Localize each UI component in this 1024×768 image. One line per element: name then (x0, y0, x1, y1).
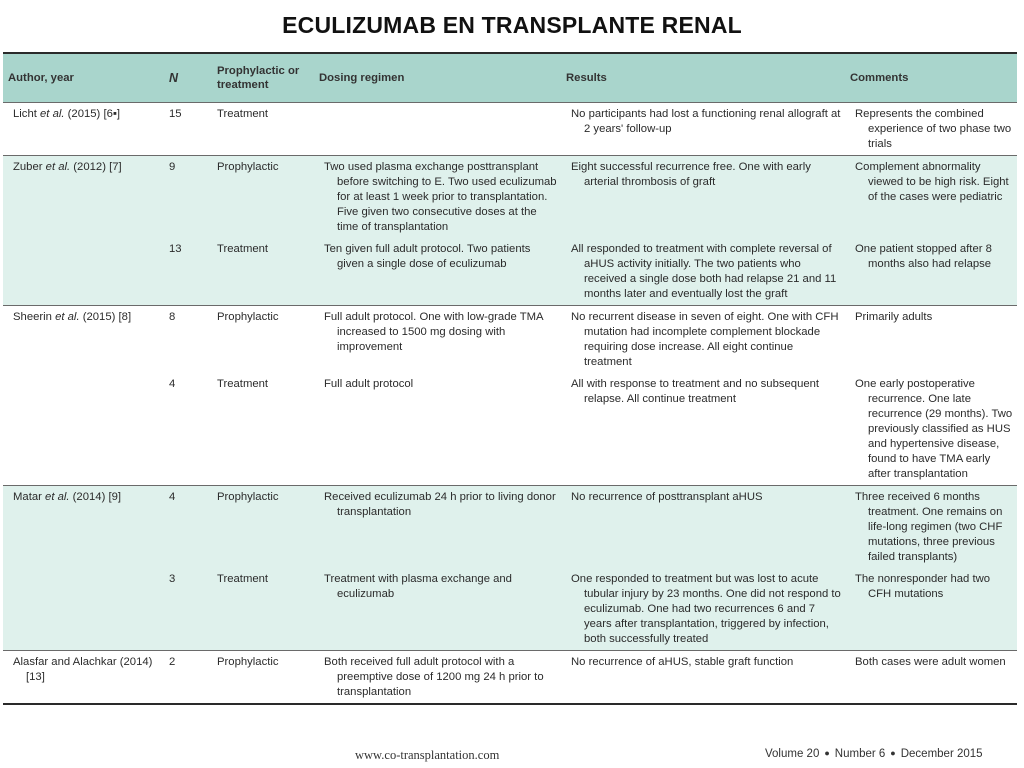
cell-results: No participants had lost a functioning renal allograft at 2 years' follow-up (561, 103, 845, 156)
cell-n: 3 (164, 568, 212, 651)
volume-label: Volume 20 (765, 748, 820, 760)
cell-type: Prophylactic (212, 486, 314, 569)
cell-author: Alasfar and Alachkar (2014) [13] (3, 651, 164, 704)
cell-comments: Represents the combined experience of two phase two trials (845, 103, 1017, 156)
cell-type: Treatment (212, 103, 314, 156)
cell-results: No recurrent disease in seven of eight. One with CFH mutation had incomplete complement blockade requiring dose increase. All eight continue treatment (561, 306, 845, 374)
studies-table-wrapper (3, 52, 1017, 705)
table-row (3, 651, 1017, 704)
cell-n: 15 (164, 103, 212, 156)
cell-comments: The nonresponder had two CFH mutations (845, 568, 1017, 651)
cell-n: 4 (164, 486, 212, 569)
table-row (3, 103, 1017, 156)
cell-comments: Both cases were adult women (845, 651, 1017, 704)
cell-dosing: Two used plasma exchange posttransplant before switching to E. Two used eculizumab for at least 1 week prior to transplantation. Five given two consecutive doses at the time of transplantation (314, 156, 561, 239)
cell-results: All responded to treatment with complete reversal of aHUS activity initially. The two patients who received a single dose both had relapse 21 and 11 months later and eventually lost the graft (561, 238, 845, 306)
cell-type: Treatment (212, 568, 314, 651)
cell-dosing: Received eculizumab 24 h prior to living donor transplantation (314, 486, 561, 569)
table-row (3, 568, 1017, 651)
date-label: December 2015 (900, 748, 983, 760)
cell-dosing (314, 103, 561, 156)
cell-type: Prophylactic (212, 651, 314, 704)
cell-author (3, 568, 164, 651)
cell-comments: Three received 6 months treatment. One remains on life-long regimen (two CHF mutations, three previous failed transplants) (845, 486, 1017, 569)
bullet-separator: ● (824, 748, 830, 758)
cell-dosing: Full adult protocol (314, 373, 561, 486)
cell-author (3, 238, 164, 306)
header-type: Prophylactic or treatment (212, 54, 314, 103)
studies-table (3, 54, 1017, 703)
cell-author: Licht et al. (2015) [6▪] (3, 103, 164, 156)
header-dosing: Dosing regimen (314, 54, 561, 103)
cell-type: Prophylactic (212, 306, 314, 374)
header-n: N (164, 54, 212, 103)
cell-author (3, 373, 164, 486)
page-footer (0, 748, 1024, 766)
table-row (3, 373, 1017, 486)
cell-results: Eight successful recurrence free. One with early arterial thrombosis of graft (561, 156, 845, 239)
table-header-row (3, 54, 1017, 103)
table-row (3, 238, 1017, 306)
table-row (3, 156, 1017, 239)
header-author: Author, year (3, 54, 164, 103)
header-results: Results (561, 54, 845, 103)
cell-results: No recurrence of aHUS, stable graft function (561, 651, 845, 704)
cell-type: Treatment (212, 373, 314, 486)
page-title: ECULIZUMAB EN TRANSPLANTE RENAL (282, 12, 742, 38)
cell-comments: One early postoperative recurrence. One late recurrence (29 months). Two previously classified as HUS and hypertensive disease, found to have TMA early after transplantation (845, 373, 1017, 486)
cell-type: Treatment (212, 238, 314, 306)
number-label: Number 6 (834, 748, 886, 760)
cell-n: 2 (164, 651, 212, 704)
cell-author: Matar et al. (2014) [9] (3, 486, 164, 569)
cell-n: 8 (164, 306, 212, 374)
cell-comments: Primarily adults (845, 306, 1017, 374)
cell-author: Zuber et al. (2012) [7] (3, 156, 164, 239)
cell-dosing: Full adult protocol. One with low-grade TMA increased to 1500 mg dosing with improvement (314, 306, 561, 374)
cell-dosing: Both received full adult protocol with a preemptive dose of 1200 mg 24 h prior to transplantation (314, 651, 561, 704)
journal-url: www.co-transplantation.com (355, 748, 500, 762)
cell-author: Sheerin et al. (2015) [8] (3, 306, 164, 374)
cell-comments: One patient stopped after 8 months also had relapse (845, 238, 1017, 306)
table-row (3, 306, 1017, 374)
bullet-separator: ● (890, 748, 896, 758)
cell-results: All with response to treatment and no subsequent relapse. All continue treatment (561, 373, 845, 486)
cell-dosing: Treatment with plasma exchange and eculizumab (314, 568, 561, 651)
table-bottom-rule (3, 703, 1017, 705)
header-comments: Comments (845, 54, 1017, 103)
cell-dosing: Ten given full adult protocol. Two patients given a single dose of eculizumab (314, 238, 561, 306)
cell-n: 9 (164, 156, 212, 239)
cell-results: No recurrence of posttransplant aHUS (561, 486, 845, 569)
cell-comments: Complement abnormality viewed to be high risk. Eight of the cases were pediatric (845, 156, 1017, 239)
issue-info (765, 748, 983, 760)
cell-results: One responded to treatment but was lost to acute tubular injury by 23 months. One did not respond to eculizumab. One had two recurrences 6 and 7 years after transplantation, triggered by infection, both successfully treated (561, 568, 845, 651)
cell-n: 4 (164, 373, 212, 486)
cell-type: Prophylactic (212, 156, 314, 239)
cell-n: 13 (164, 238, 212, 306)
table-row (3, 486, 1017, 569)
